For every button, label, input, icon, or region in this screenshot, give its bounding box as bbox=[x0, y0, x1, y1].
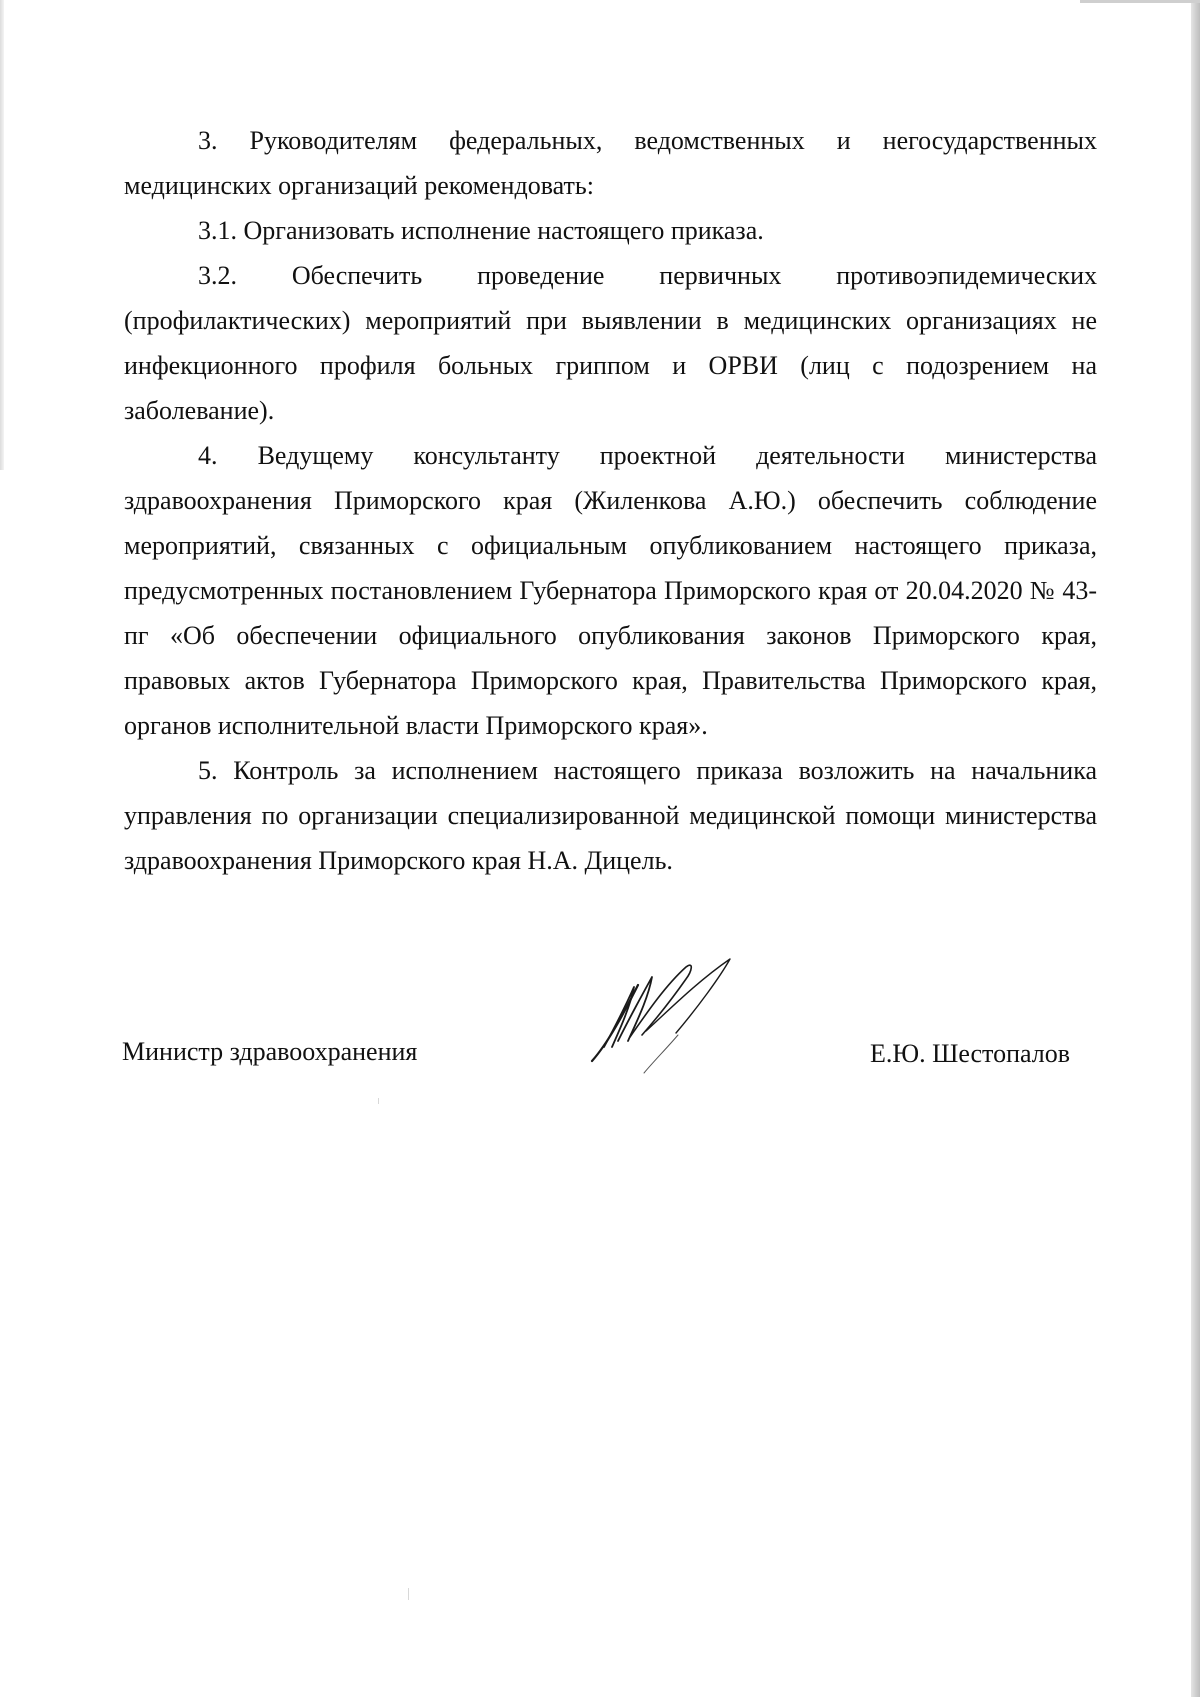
paragraph-3-2: 3.2. Обеспечить проведение первичных противоэпидемических (профилактических) мероприятий при выявлении в медицинских организациях не инфекционного профиля больных гриппом и ОРВИ (лиц с подозрением на заболевание). bbox=[124, 261, 1097, 425]
signatory-title: Министр здравоохранения bbox=[122, 1037, 418, 1066]
paragraph-5: 5. Контроль за исполнением настоящего приказа возложить на начальника управления по организации специализированной медицинской помощи министерства здравоохранения Приморского края Н.А. Дицель. bbox=[124, 756, 1097, 875]
signatory-name: Е.Ю. Шестопалов bbox=[869, 1039, 1070, 1068]
scan-edge-top bbox=[1080, 0, 1200, 3]
document-body bbox=[124, 118, 1097, 883]
paragraph-4: 4. Ведущему консультанту проектной деятельности министерства здравоохранения Приморского края (Жиленкова А.Ю.) обеспечить соблюдение мероприятий, связанных с официальным опубликованием настоящего приказа, предусмотренных постановлением Губернатора Приморского края от 20.04.2020 № 43-пг «Об обеспечении официального опубликования законов Приморского края, правовых актов Губернатора Приморского края, Правительства Приморского края, органов исполнительной власти Приморского края». bbox=[124, 441, 1097, 740]
paragraph-3-1: 3.1. Организовать исполнение настоящего приказа. bbox=[198, 216, 764, 245]
handwritten-signature bbox=[590, 955, 750, 1075]
scan-speck bbox=[408, 1588, 409, 1600]
scan-speck bbox=[378, 1098, 379, 1104]
scan-edge-left bbox=[0, 0, 4, 470]
scan-edge-right bbox=[1191, 0, 1200, 1697]
paragraph-3: 3. Руководителям федеральных, ведомственных и негосударственных медицинских организаций рекомендовать: bbox=[124, 126, 1097, 200]
